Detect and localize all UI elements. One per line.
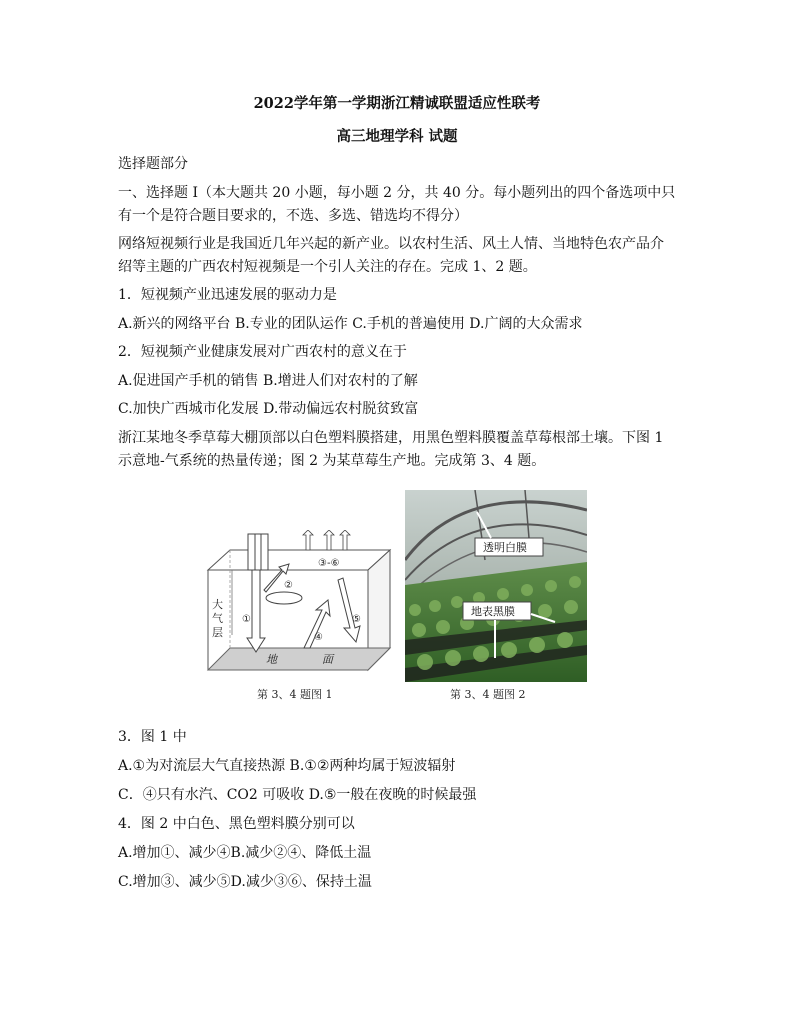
label-black-film: 地表黑膜: [471, 605, 515, 618]
passage2-line-2: 示意地-气系统的热量传递；图 2 为某草莓生产地。完成第 3、4 题。: [118, 453, 546, 469]
q1-options: A.新兴的网络平台 B.专业的团队运作 C.手机的普遍使用 D.广阔的大众需求: [118, 316, 583, 332]
label-atmosphere-2: 气: [212, 612, 223, 625]
q2-stem: 2．短视频产业健康发展对广西农村的意义在于: [118, 344, 407, 360]
label-ground-1: 地: [266, 653, 277, 666]
label-atmosphere-3: 层: [212, 626, 223, 639]
label-white-film: 透明白膜: [483, 541, 527, 554]
exam-subtitle: 高三地理学科 试题: [336, 128, 458, 145]
ground-surface: [208, 648, 390, 670]
figure1-caption: 第 3、4 题图 1: [257, 688, 333, 701]
cloud-icon: [266, 592, 302, 604]
passage1-line-1: 网络短视频行业是我国近几年兴起的新产业。以农村生活、风土人情、当地特色农产品介: [118, 236, 664, 252]
label-arrow-5: ⑤: [352, 614, 361, 625]
arrow-5-icon: [338, 578, 360, 642]
arrow-1-icon: [247, 570, 265, 652]
label-arrows-3-6: ③-⑥: [318, 558, 340, 569]
label-ground-2: 面: [322, 653, 333, 666]
q2-options-line-2: C.加快广西城市化发展 D.带动偏远农村脱贫致富: [118, 401, 419, 417]
figure2-caption: 第 3、4 题图 2: [450, 688, 526, 701]
sun-radiation-block: [248, 534, 268, 570]
box-top-face: [208, 550, 390, 570]
passage2-line-1: 浙江某地冬季草莓大棚顶部以白色塑料膜搭建，用黑色塑料膜覆盖草莓根部土壤。下图 1: [118, 430, 664, 446]
q4-options-line-1: A.增加①、减少④B.减少②④、降低土温: [118, 845, 372, 861]
q3-options-line-1: A.①为对流层大气直接热源 B.①②两种均属于短波辐射: [118, 758, 456, 774]
label-arrow-1: ①: [242, 614, 251, 625]
section-heading: 选择题部分: [118, 156, 188, 172]
label-arrow-4: ④: [314, 632, 323, 643]
arrow-up-icon: [303, 530, 313, 550]
figure2-greenhouse-photo: [405, 490, 587, 682]
arrow-up-icon: [340, 530, 350, 550]
exam-title: 2022学年第一学期浙江精诚联盟适应性联考: [253, 95, 541, 112]
q2-options-line-1: A.促进国产手机的销售 B.增进人们对农村的了解: [118, 373, 418, 389]
figure1-heat-diagram: [200, 530, 400, 690]
q4-options-line-2: C.增加③、减少⑤D.减少③⑥、保持土温: [118, 874, 372, 890]
instructions-line-2: 有一个是符合题目要求的，不选、多选、错选均不得分）: [118, 208, 468, 224]
label-arrow-2: ②: [284, 580, 293, 591]
instructions-line-1: 一、选择题 I（本大题共 20 小题，每小题 2 分，共 40 分。每小题列出的四个备选项中只: [118, 185, 676, 201]
q3-options-line-2: C．④只有水汽、CO2 可吸收 D.⑤一般在夜晚的时候最强: [118, 787, 477, 803]
arrow-up-icon: [324, 530, 334, 550]
q1-stem: 1．短视频产业迅速发展的驱动力是: [118, 287, 337, 303]
q4-stem: 4．图 2 中白色、黑色塑料膜分别可以: [118, 816, 355, 832]
q3-stem: 3．图 1 中: [118, 729, 187, 745]
label-atmosphere-1: 大: [212, 598, 223, 611]
passage1-line-2: 绍等主题的广西农村短视频是一个引人关注的存在。完成 1、2 题。: [118, 259, 537, 275]
